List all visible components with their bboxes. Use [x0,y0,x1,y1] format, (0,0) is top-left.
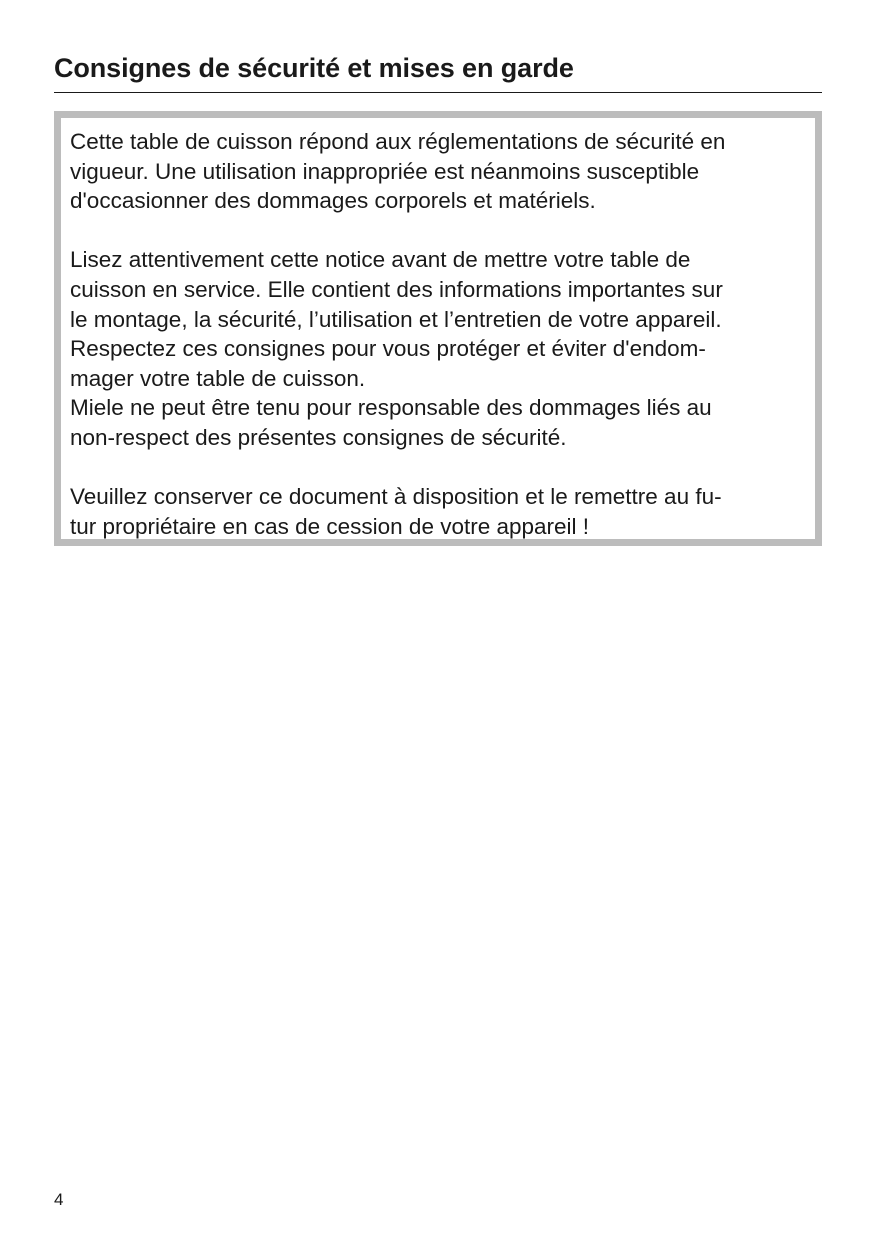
text-line: le montage, la sécurité, l’utilisation et l’entretien de votre appareil. [70,306,722,332]
text-line: vigueur. Une utilisation inappropriée est néanmoins susceptible [70,158,700,184]
text-line: Veuillez conserver ce document à disposition et le remettre au fu- [70,484,722,510]
text-line: non-respect des présentes consignes de sécurité. [70,424,567,450]
text-line: Lisez attentivement cette notice avant de mettre votre table de [70,247,691,273]
text-line: cuisson en service. Elle contient des informations importantes sur [70,276,723,302]
text-line: Respectez ces consignes pour vous protéger et éviter d'endom- [70,336,706,362]
text-line: d'occasionner des dommages corporels et matériels. [70,188,596,214]
intro-paragraph [70,127,805,216]
title-divider [54,92,822,93]
text-line: Miele ne peut être tenu pour responsable des dommages liés au [70,395,712,421]
text-line: tur propriétaire en cas de cession de votre appareil ! [70,513,590,539]
text-line: Cette table de cuisson répond aux réglementations de sécurité en [70,129,726,154]
safety-notice-box [54,111,822,546]
page-number: 4 [54,1190,64,1209]
instructions-paragraph [70,245,805,452]
page-title: Consignes de sécurité et mises en garde [54,53,574,83]
text-line: mager votre table de cuisson. [70,365,366,391]
retention-paragraph [70,482,805,541]
